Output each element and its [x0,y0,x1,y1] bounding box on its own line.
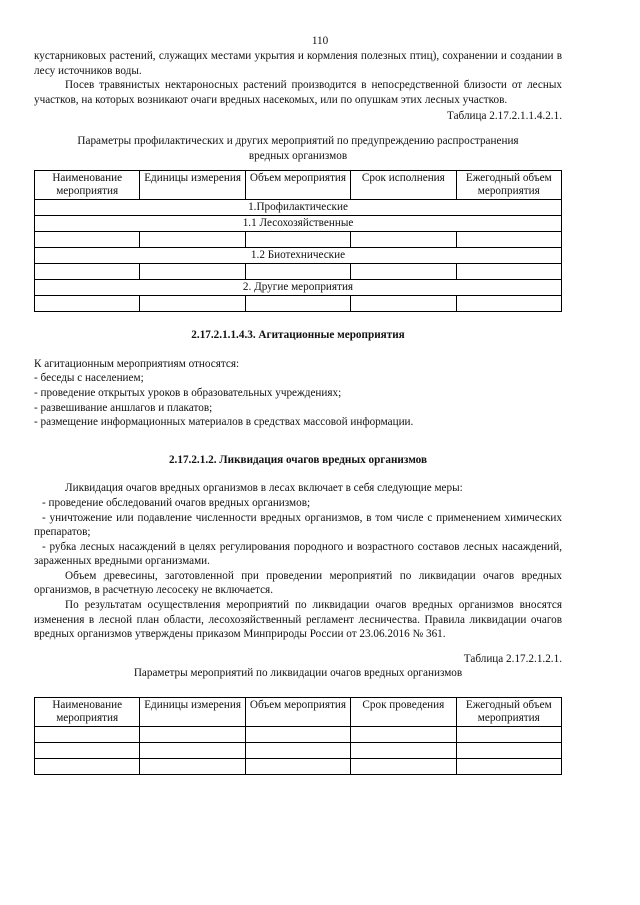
table1-section-label: 1.Профилактические [35,200,562,216]
section-heading-liquidation: 2.17.2.1.2. Ликвидация очагов вредных организмов [168,453,428,466]
table-cell [35,296,140,312]
list-item: - развешивание аншлагов и плакатов; [34,401,213,414]
table-cell [245,743,350,759]
table1-section-row [35,280,562,296]
table-cell [35,264,140,280]
table1-section-label: 2. Другие мероприятия [35,280,562,296]
table-cell [35,232,140,248]
table1-section-label: 1.1 Лесохозяйственные [35,216,562,232]
table-cell [456,232,561,248]
table1-section-row [35,216,562,232]
table2-header-cell: Объем мероприятия [245,698,350,727]
table-cell [245,727,350,743]
table-cell [35,759,140,775]
table1-prevention-params [34,170,562,312]
table1-number: Таблица 2.17.2.1.1.4.2.1. [447,110,562,123]
table-cell [351,232,456,248]
table1-section-label: 1.2 Биотехнические [35,248,562,264]
table-cell [140,232,245,248]
liquidation-item-1: - проведение обследований очагов вредных организмов; [42,496,311,509]
table2-header-row [35,698,562,727]
table2-header-cell: Срок проведения [351,698,456,727]
table-cell [456,759,561,775]
page-number: 110 [311,35,329,47]
liquidation-results-paragraph: По результатам осуществления мероприятий по ликвидации очагов вредных организмов вносятся изменения в лесной план области, лесохозяйственный регламент лесничества. Правила ликвидации очагов вредных организмов утверждены приказом Минприроды России от 23.06.2016 № 361. [34,599,562,641]
list-item: - проведение открытых уроков в образовательных учреждениях; [34,386,342,399]
table2-liquidation-params [34,697,562,775]
table1-header-cell: Объем мероприятия [245,171,350,200]
table2-header-cell: Единицы измерения [140,698,245,727]
table-cell [140,743,245,759]
table1-title: Параметры профилактических и других мероприятий по предупреждению распространения вредных организмов [77,134,519,162]
agitation-list-block [34,357,562,430]
list-item: - беседы с населением; [34,372,144,385]
table-cell [245,232,350,248]
liquidation-block [34,481,562,642]
table-row [35,264,562,280]
table-cell [140,759,245,775]
list-item: - размещение информационных материалов в средствах массовой информации. [34,416,414,429]
table1-header-cell: Единицы измерения [140,171,245,200]
section-heading-agitation: 2.17.2.1.1.4.3. Агитационные мероприятия [191,329,405,342]
agitation-intro: К агитационным мероприятиям относятся: [34,357,240,370]
table1-section-row [35,200,562,216]
agitation-list [34,371,562,429]
table1-header-cell: Ежегодный объем мероприятия [456,171,561,200]
table1-section-row [35,248,562,264]
table-cell [456,296,561,312]
table-cell [351,296,456,312]
table-row [35,759,562,775]
table-row [35,232,562,248]
liquidation-wood-paragraph: Объем древесины, заготовленной при проведении мероприятий по ликвидации очагов вредных организмов, в расчетную лесосеку не включается. [34,569,562,597]
liquidation-intro: Ликвидация очагов вредных организмов в лесах включает в себя следующие меры: [65,482,463,495]
table-cell [35,743,140,759]
table2-title: Параметры мероприятий по ликвидации очагов вредных организмов [133,667,463,680]
table-cell [456,727,561,743]
table-row [35,296,562,312]
table-cell [140,296,245,312]
table1-header-cell: Срок исполнения [351,171,456,200]
intro-paragraph-1: кустарниковых растений, служащих местами укрытия и кормления полезных птиц), сохранении и создании в лесу источников воды. [34,50,562,77]
table1-header-cell: Наименование мероприятия [35,171,140,200]
liquidation-item-2: - уничтожение или подавление численности вредных организмов, в том числе с применением химических препаратов; [34,511,562,539]
table2-header-cell: Ежегодный объем мероприятия [456,698,561,727]
page-content [34,49,562,775]
table-cell [140,727,245,743]
intro-paragraph-2: Посев травянистых нектароносных растений производится в непосредственной близости от лесных участков, на которых возникают очаги вредных насекомых, или по опушкам этих лесных участков. [34,79,562,106]
table-cell [245,264,350,280]
table-cell [245,759,350,775]
table-cell [351,759,456,775]
table-cell [456,743,561,759]
liquidation-item-3: - рубка лесных насаждений в целях регулирования породного и возрастного составов лесных насаждений, зараженных вредными организмами. [34,540,562,568]
table1-header-row [35,171,562,200]
table-row [35,727,562,743]
table2-number: Таблица 2.17.2.1.2.1. [463,652,562,665]
table-cell [35,727,140,743]
table-cell [456,264,561,280]
table-cell [245,296,350,312]
table-cell [351,743,456,759]
table-cell [351,727,456,743]
table-row [35,743,562,759]
table-cell [140,264,245,280]
table2-header-cell: Наименование мероприятия [35,698,140,727]
table-cell [351,264,456,280]
